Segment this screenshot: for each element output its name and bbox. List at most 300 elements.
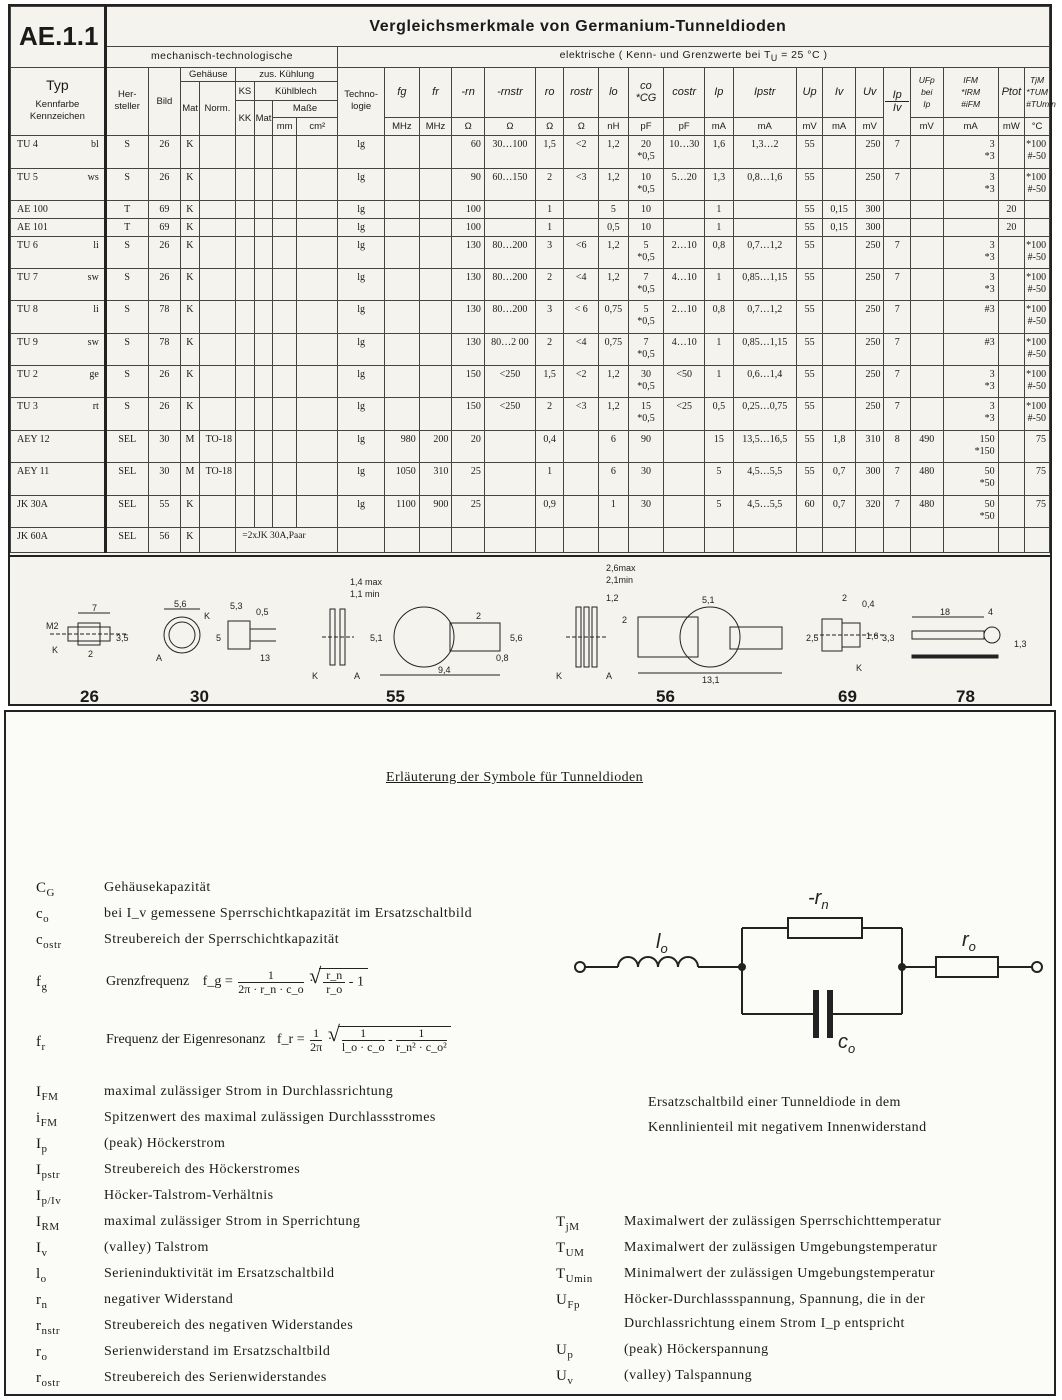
cell-tjm: *100 #-50 bbox=[1025, 333, 1050, 365]
legend-description: Streubereich der Sperrschichtkapazität bbox=[104, 932, 340, 947]
type-name: TU 5 bbox=[17, 171, 38, 183]
cell-ip: 15 bbox=[705, 430, 734, 462]
cell-costr: 10…30 bbox=[664, 136, 705, 168]
unit-ro: Ω bbox=[535, 117, 564, 136]
cell-lo: 1,2 bbox=[599, 269, 629, 301]
cell-ifm: #3 bbox=[943, 333, 998, 365]
cell-costr bbox=[664, 430, 705, 462]
cell-rn: 130 bbox=[452, 301, 485, 333]
cell-empty bbox=[297, 430, 338, 462]
col-ip-iv: Ip Iv bbox=[884, 67, 911, 136]
dim-26-b: M2 bbox=[46, 621, 59, 631]
cell-her: SEL bbox=[105, 527, 148, 552]
cell-fg bbox=[385, 168, 420, 200]
cell-rnstr: 80…200 bbox=[484, 236, 535, 268]
cell-typ bbox=[11, 333, 106, 365]
cell-ro: 1 bbox=[535, 463, 564, 495]
label-ro: $r_o$ bbox=[962, 929, 976, 954]
col-kuehlblech: Kühlblech bbox=[254, 82, 338, 101]
cell-up: 55 bbox=[796, 366, 823, 398]
cell-ro: 2 bbox=[535, 333, 564, 365]
table-row bbox=[11, 236, 1050, 268]
cell-empty bbox=[297, 236, 338, 268]
cell-ipiv: 7 bbox=[884, 269, 911, 301]
col-iv: Iv bbox=[823, 67, 856, 117]
col-rn: -rn bbox=[452, 67, 485, 117]
cell-tjm: *100 #-50 bbox=[1025, 269, 1050, 301]
cell-bild: 69 bbox=[148, 218, 181, 236]
col-bild: Bild bbox=[148, 67, 181, 136]
legend-symbol: $I_{FM}$ bbox=[36, 1084, 59, 1103]
cell-rn: 60 bbox=[452, 136, 485, 168]
col-tjm: TjM *TUM #TUmin bbox=[1025, 67, 1050, 117]
cell-rostr: <2 bbox=[564, 136, 599, 168]
col-kk: KK bbox=[236, 100, 254, 136]
cell-iv: 1,8 bbox=[823, 430, 856, 462]
cell-kuehl bbox=[236, 366, 254, 398]
cell-mat: K bbox=[181, 168, 199, 200]
legend-symbol: $C_G$ bbox=[36, 880, 55, 899]
cell-tjm: *100 #-50 bbox=[1025, 168, 1050, 200]
cell-fg bbox=[385, 218, 420, 236]
cell-iv bbox=[823, 333, 856, 365]
cell-ip: 5 bbox=[705, 495, 734, 527]
cell-empty bbox=[297, 269, 338, 301]
cell-ufp bbox=[910, 269, 943, 301]
cell-ip: 0,8 bbox=[705, 301, 734, 333]
dim-78-a: 18 bbox=[940, 607, 951, 617]
cell-empty bbox=[272, 463, 296, 495]
cell-rn: 130 bbox=[452, 236, 485, 268]
cell-fr: 310 bbox=[419, 463, 452, 495]
dim-55-d: 2 bbox=[476, 611, 482, 621]
cell-norm bbox=[199, 168, 236, 200]
cell-ipstr: 0,25…0,75 bbox=[733, 398, 796, 430]
legend-description: (peak) Höckerstrom bbox=[104, 1136, 226, 1151]
dim-55-i: A bbox=[354, 671, 361, 681]
cell-ptot bbox=[998, 495, 1025, 527]
type-name: AE 101 bbox=[17, 221, 48, 233]
unit-mm: mm bbox=[272, 117, 296, 136]
unit-costr: pF bbox=[664, 117, 705, 136]
cell-rn: 100 bbox=[452, 218, 485, 236]
cell-rnstr bbox=[484, 527, 535, 552]
cell-up: 55 bbox=[796, 168, 823, 200]
outline-30 bbox=[156, 599, 276, 663]
cell-uv bbox=[855, 527, 884, 552]
cell-costr: 4…10 bbox=[664, 333, 705, 365]
cell-ip bbox=[705, 527, 734, 552]
cell-her: T bbox=[105, 201, 148, 219]
cell-her: SEL bbox=[105, 463, 148, 495]
label-lo: $l_o$ bbox=[656, 931, 668, 956]
cell-ifm bbox=[943, 218, 998, 236]
outline-69 bbox=[806, 593, 895, 673]
type-color-code: rt bbox=[92, 401, 99, 413]
cell-typ bbox=[11, 430, 106, 462]
cell-ipstr bbox=[733, 527, 796, 552]
cell-mat: K bbox=[181, 201, 199, 219]
cell-her: S bbox=[105, 269, 148, 301]
cell-ro: 1,5 bbox=[535, 136, 564, 168]
cell-ifm: #3 bbox=[943, 301, 998, 333]
cell-rostr: <4 bbox=[564, 269, 599, 301]
cell-costr: <50 bbox=[664, 366, 705, 398]
cell-ro: 0,4 bbox=[535, 430, 564, 462]
cell-uv: 250 bbox=[855, 136, 884, 168]
cell-costr: 2…10 bbox=[664, 301, 705, 333]
cell-mat: K bbox=[181, 236, 199, 268]
cell-mat: K bbox=[181, 366, 199, 398]
dim-30-b: 5,3 bbox=[230, 601, 243, 611]
cell-typ bbox=[11, 398, 106, 430]
cell-tech: lg bbox=[338, 136, 385, 168]
cell-bild: 30 bbox=[148, 430, 181, 462]
cell-tech: lg bbox=[338, 430, 385, 462]
cell-her: S bbox=[105, 136, 148, 168]
cell-norm: TO-18 bbox=[199, 463, 236, 495]
cell-iv: 0,7 bbox=[823, 495, 856, 527]
cell-her: SEL bbox=[105, 495, 148, 527]
cell-rostr bbox=[564, 527, 599, 552]
cell-ufp bbox=[910, 333, 943, 365]
cell-costr: 5…20 bbox=[664, 168, 705, 200]
legend-description: Höcker-Durchlassspannung, Spannung, die in der bbox=[624, 1292, 926, 1307]
cell-rostr bbox=[564, 463, 599, 495]
cell-rn: 130 bbox=[452, 333, 485, 365]
label-co: $c_o$ bbox=[838, 1031, 856, 1056]
cell-ifm: 3 *3 bbox=[943, 168, 998, 200]
cell-ip: 1,3 bbox=[705, 168, 734, 200]
cell-costr bbox=[664, 201, 705, 219]
cell-empty bbox=[297, 301, 338, 333]
cell-uv: 300 bbox=[855, 201, 884, 219]
cell-empty bbox=[254, 201, 272, 219]
col-up: Up bbox=[796, 67, 823, 117]
dim-69-d: 1,6 bbox=[866, 631, 879, 641]
cell-empty bbox=[272, 430, 296, 462]
cell-fr: 900 bbox=[419, 495, 452, 527]
cell-empty bbox=[254, 366, 272, 398]
cell-lo: 6 bbox=[599, 463, 629, 495]
type-name: TU 9 bbox=[17, 336, 38, 348]
unit-fr: MHz bbox=[419, 117, 452, 136]
cell-ip: 1 bbox=[705, 366, 734, 398]
cell-empty bbox=[297, 495, 338, 527]
cell-fr bbox=[419, 236, 452, 268]
type-name: JK 60A bbox=[17, 530, 48, 542]
table-row bbox=[11, 366, 1050, 398]
drawing-label-26: 26 bbox=[80, 687, 99, 706]
type-color-code: li bbox=[93, 304, 99, 316]
legend-description: Streubereich des Serienwiderstandes bbox=[104, 1370, 327, 1385]
legend-description: Minimalwert der zulässigen Umgebungstemperatur bbox=[624, 1266, 936, 1281]
cell-her: S bbox=[105, 366, 148, 398]
cell-ipstr: 1,3…2 bbox=[733, 136, 796, 168]
cell-uv: 250 bbox=[855, 366, 884, 398]
cell-tech: lg bbox=[338, 301, 385, 333]
cell-ip: 1 bbox=[705, 201, 734, 219]
cell-up: 55 bbox=[796, 236, 823, 268]
legend-description: (peak) Höckerspannung bbox=[624, 1342, 769, 1357]
cell-typ bbox=[11, 527, 106, 552]
cell-rnstr: 30…100 bbox=[484, 136, 535, 168]
cell-ufp: 490 bbox=[910, 430, 943, 462]
drawing-label-56: 56 bbox=[656, 687, 675, 706]
cell-tjm bbox=[1025, 527, 1050, 552]
cell-ptot bbox=[998, 333, 1025, 365]
dim-56-e: 5,1 bbox=[702, 595, 715, 605]
cell-iv: 0,15 bbox=[823, 201, 856, 219]
cell-lo: 1,2 bbox=[599, 398, 629, 430]
col-technologie: Techno- logie bbox=[338, 67, 385, 136]
cell-ptot: 20 bbox=[998, 201, 1025, 219]
cell-tech: lg bbox=[338, 366, 385, 398]
cell-ptot bbox=[998, 398, 1025, 430]
table-row bbox=[11, 168, 1050, 200]
cell-ipstr bbox=[733, 218, 796, 236]
cell-rostr: <2 bbox=[564, 366, 599, 398]
cell-rnstr: 60…150 bbox=[484, 168, 535, 200]
outline-56 bbox=[556, 563, 782, 685]
legend-description: Streubereich des Höckerstromes bbox=[104, 1162, 301, 1177]
cell-ip: 0,8 bbox=[705, 236, 734, 268]
cell-tech: lg bbox=[338, 218, 385, 236]
legend-description: Gehäusekapazität bbox=[104, 880, 211, 895]
cell-empty bbox=[272, 236, 296, 268]
cell-ufp bbox=[910, 236, 943, 268]
legend-description: Maximalwert der zulässigen Umgebungstemperatur bbox=[624, 1240, 938, 1255]
cell-co: 5 *0,5 bbox=[628, 236, 664, 268]
dim-55-g: 9,4 bbox=[438, 665, 451, 675]
cell-lo: 1,2 bbox=[599, 236, 629, 268]
cell-typ bbox=[11, 201, 106, 219]
cell-ro: 2 bbox=[535, 269, 564, 301]
type-name: TU 6 bbox=[17, 239, 38, 251]
cell-ipiv: 7 bbox=[884, 301, 911, 333]
legend-symbol: $U_v$ bbox=[556, 1368, 574, 1387]
dim-56-b: 2,1min bbox=[606, 575, 634, 585]
cell-ipstr: 0,85…1,15 bbox=[733, 269, 796, 301]
legend-description: Durchlassrichtung einem Strom I_p entspricht bbox=[624, 1316, 905, 1331]
dim-69-a: 2 bbox=[842, 593, 848, 603]
cell-rnstr bbox=[484, 218, 535, 236]
cell-bild: 26 bbox=[148, 398, 181, 430]
cell-mat: K bbox=[181, 495, 199, 527]
dim-55-f: 0,8 bbox=[496, 653, 509, 663]
legend-symbol: $r_o$ bbox=[36, 1344, 48, 1363]
cell-uv: 250 bbox=[855, 333, 884, 365]
cell-co: 10 bbox=[628, 201, 664, 219]
cell-kuehl bbox=[236, 136, 254, 168]
cell-uv: 300 bbox=[855, 218, 884, 236]
dim-30-e: 5 bbox=[216, 633, 222, 643]
legend-symbol: $c_o$ bbox=[36, 906, 50, 925]
dim-26-c: K bbox=[52, 645, 59, 655]
cell-costr: 4…10 bbox=[664, 269, 705, 301]
legend-symbol: $r_n$ bbox=[36, 1292, 48, 1311]
dim-78-b: 4 bbox=[988, 607, 994, 617]
cell-fr bbox=[419, 201, 452, 219]
cell-typ bbox=[11, 269, 106, 301]
cell-ifm: 50 *50 bbox=[943, 495, 998, 527]
cell-costr bbox=[664, 463, 705, 495]
cell-kuehl bbox=[236, 301, 254, 333]
cell-norm bbox=[199, 333, 236, 365]
cell-fg: 1050 bbox=[385, 463, 420, 495]
cell-up: 55 bbox=[796, 463, 823, 495]
cell-ro: 2 bbox=[535, 168, 564, 200]
cell-rostr bbox=[564, 201, 599, 219]
label-rn: $-r_n$ bbox=[808, 887, 829, 912]
cell-tech: lg bbox=[338, 333, 385, 365]
cell-norm bbox=[199, 495, 236, 527]
cell-iv bbox=[823, 527, 856, 552]
cell-up: 55 bbox=[796, 269, 823, 301]
cell-ro: 2 bbox=[535, 398, 564, 430]
cell-mat: K bbox=[181, 333, 199, 365]
col-ip: Ip bbox=[705, 67, 734, 117]
dim-30-g: 13 bbox=[260, 653, 271, 663]
cell-ptot bbox=[998, 366, 1025, 398]
cell-rostr bbox=[564, 218, 599, 236]
equivalent-circuit bbox=[566, 872, 1046, 1062]
cell-ip: 0,5 bbox=[705, 398, 734, 430]
terminal-right bbox=[1032, 962, 1042, 972]
cell-ipiv: 7 bbox=[884, 333, 911, 365]
cell-bild: 26 bbox=[148, 168, 181, 200]
type-name: AEY 11 bbox=[17, 466, 50, 478]
cell-co: 7 *0,5 bbox=[628, 269, 664, 301]
cell-empty bbox=[254, 430, 272, 462]
cell-empty bbox=[297, 201, 338, 219]
cell-tech: lg bbox=[338, 463, 385, 495]
drawing-label-30: 30 bbox=[190, 687, 209, 706]
cell-mat: K bbox=[181, 301, 199, 333]
cell-iv bbox=[823, 269, 856, 301]
sheet-code: AE.1.1 bbox=[11, 7, 106, 68]
cell-empty bbox=[254, 269, 272, 301]
col-gehaeuse: Gehäuse bbox=[181, 67, 236, 82]
unit-ufp: mV bbox=[910, 117, 943, 136]
outline-26 bbox=[46, 603, 129, 659]
cell-tech: lg bbox=[338, 168, 385, 200]
cell-fr bbox=[419, 333, 452, 365]
cell-lo: 1,2 bbox=[599, 136, 629, 168]
type-name: AE 100 bbox=[17, 204, 48, 216]
cell-empty bbox=[297, 366, 338, 398]
cell-rn: 25 bbox=[452, 495, 485, 527]
col-kuehl-mat: Mat bbox=[254, 100, 272, 136]
cell-empty bbox=[272, 366, 296, 398]
cell-ipiv: 7 bbox=[884, 398, 911, 430]
cell-fg bbox=[385, 269, 420, 301]
cell-norm: TO-18 bbox=[199, 430, 236, 462]
cell-co: 30 bbox=[628, 463, 664, 495]
cell-fr bbox=[419, 168, 452, 200]
cell-fr bbox=[419, 398, 452, 430]
cell-uv: 250 bbox=[855, 269, 884, 301]
cell-norm bbox=[199, 366, 236, 398]
cell-uv: 320 bbox=[855, 495, 884, 527]
dim-26-e: 3,5 bbox=[116, 633, 129, 643]
cell-empty bbox=[254, 236, 272, 268]
cell-fr: 200 bbox=[419, 430, 452, 462]
table-row bbox=[11, 201, 1050, 219]
legend-symbol: $r_{nstr}$ bbox=[36, 1318, 60, 1337]
cell-ip: 1 bbox=[705, 333, 734, 365]
cell-ipiv: 7 bbox=[884, 168, 911, 200]
cell-her: S bbox=[105, 398, 148, 430]
col-masse: Maße bbox=[272, 100, 337, 117]
cell-norm bbox=[199, 236, 236, 268]
cell-ipstr: 0,85…1,15 bbox=[733, 333, 796, 365]
cell-empty bbox=[254, 495, 272, 527]
cell-norm bbox=[199, 398, 236, 430]
cell-tjm bbox=[1025, 218, 1050, 236]
drawing-label-69: 69 bbox=[838, 687, 857, 706]
unit-rn: Ω bbox=[452, 117, 485, 136]
col-typ: Typ Kennfarbe Kennzeichen bbox=[11, 67, 106, 136]
unit-ipstr: mA bbox=[733, 117, 796, 136]
cell-mat: M bbox=[181, 430, 199, 462]
dim-56-g: K bbox=[556, 671, 563, 681]
cell-rn: 100 bbox=[452, 201, 485, 219]
col-costr: costr bbox=[664, 67, 705, 117]
cell-tjm: *100 #-50 bbox=[1025, 236, 1050, 268]
cell-ifm: 3 *3 bbox=[943, 366, 998, 398]
cell-ifm: 3 *3 bbox=[943, 398, 998, 430]
cell-up: 55 bbox=[796, 218, 823, 236]
type-name: JK 30A bbox=[17, 498, 48, 510]
cell-up: 55 bbox=[796, 201, 823, 219]
legend-symbol: $T_{jM}$ bbox=[556, 1214, 580, 1233]
cell-ifm: 3 *3 bbox=[943, 269, 998, 301]
cell-ipstr: 4,5…5,5 bbox=[733, 463, 796, 495]
cell-empty bbox=[272, 201, 296, 219]
cell-ufp bbox=[910, 201, 943, 219]
col-fr: fr bbox=[419, 67, 452, 117]
cell-her: SEL bbox=[105, 430, 148, 462]
col-gehaeuse-mat: Mat bbox=[181, 82, 199, 136]
type-name: TU 8 bbox=[17, 304, 38, 316]
cell-tjm: 75 bbox=[1025, 495, 1050, 527]
cell-empty bbox=[297, 398, 338, 430]
cell-ifm bbox=[943, 201, 998, 219]
drawing-label-55: 55 bbox=[386, 687, 405, 706]
cell-co: 20 *0,5 bbox=[628, 136, 664, 168]
cell-bild: 26 bbox=[148, 236, 181, 268]
cell-ip: 1 bbox=[705, 218, 734, 236]
cell-rnstr bbox=[484, 463, 535, 495]
cell-ufp: 480 bbox=[910, 495, 943, 527]
cell-kuehl bbox=[236, 398, 254, 430]
col-fg: fg bbox=[385, 67, 420, 117]
dim-55-b: 1,1 min bbox=[350, 589, 380, 599]
cell-rnstr bbox=[484, 495, 535, 527]
dim-56-d: 2 bbox=[622, 615, 628, 625]
cell-lo: 0,75 bbox=[599, 333, 629, 365]
legend-symbol: $T_{UM}$ bbox=[556, 1240, 585, 1259]
cell-empty bbox=[272, 301, 296, 333]
dim-56-c: 1,2 bbox=[606, 593, 619, 603]
cell-her: T bbox=[105, 218, 148, 236]
unit-tjm: °C bbox=[1025, 117, 1050, 136]
cell-ufp bbox=[910, 168, 943, 200]
table-row bbox=[11, 495, 1050, 527]
circuit-caption: Ersatzschaltbild einer Tunneldiode in dem Kennlinienteil mit negativem Innenwiderstand bbox=[648, 1095, 927, 1135]
cell-iv bbox=[823, 136, 856, 168]
